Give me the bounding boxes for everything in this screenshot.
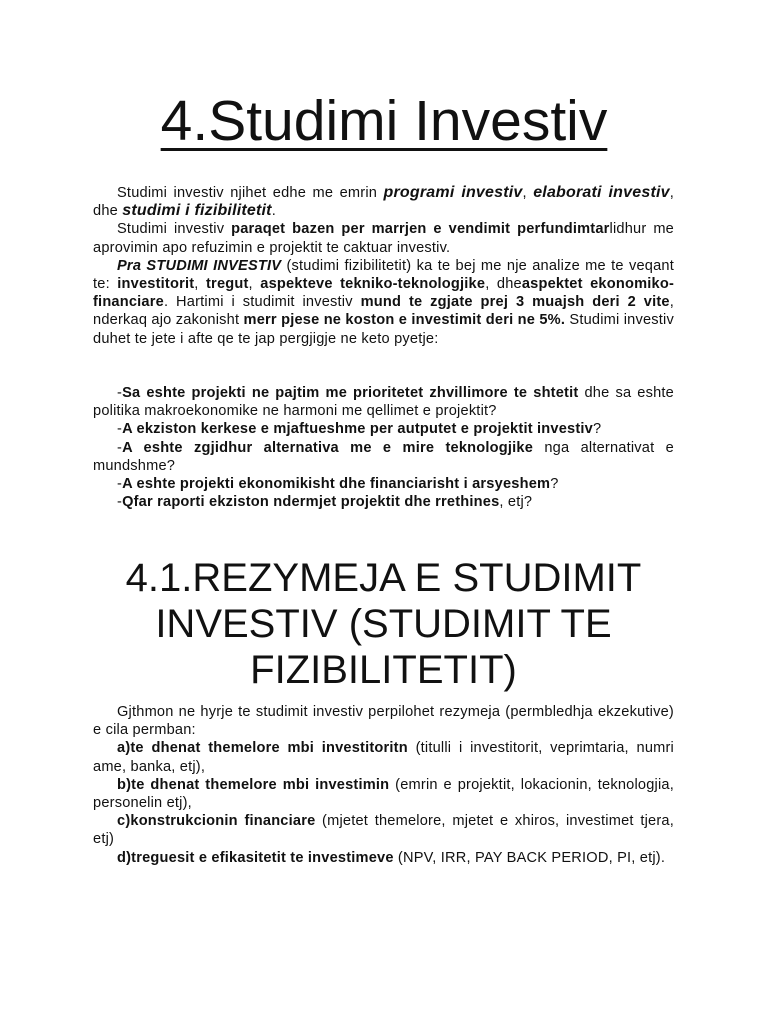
- list-item: -A eshte projekti ekonomikisht dhe financiarisht i arsyeshem?: [117, 476, 559, 493]
- list-item: d)treguesit e efikasitetit te investimeve (NPV, IRR, PAY BACK PERIOD, PI, etj).: [117, 849, 666, 866]
- list-item: c)konstrukcionin financiare (mjetet themelore, mjetet e xhiros, investimet tjera, etj): [93, 813, 674, 848]
- list-item: -A eshte zgjidhur alternativa me e mire teknologjike nga alternativat e mundshme?: [93, 439, 674, 474]
- summary-section: [93, 703, 674, 867]
- page-title: 4.Studimi Investiv: [160, 89, 608, 153]
- questions-list: [93, 384, 674, 511]
- list-item: -A ekziston kerkese e mjaftueshme per autputet e projektit investiv?: [117, 421, 602, 438]
- intro-paragraph-3: Pra STUDIMI INVESTIV (studimi fizibilitetit) ka te bej me nje analize me te veqant te: investitorit, tregut, aspekteve tekniko-teknologjike, dheaspektet ekonomiko-financiare. Hartimi i studimit investiv mund te zgjate prej 3 muajsh deri 2 vite, nderkaq ajo zakonisht merr pjese ne koston e investimit deri ne 5%. Studimi investiv duhet te jete i afte qe te jap pergjigje ne keto pyetje:: [93, 257, 674, 347]
- intro-paragraph-2: Studimi investiv paraqet bazen per marrjen e vendimit perfundimtarlidhur me aprovimin apo refuzimin e projektit te caktuar investiv.: [93, 221, 674, 256]
- intro-section: [93, 184, 674, 348]
- list-item: a)te dhenat themelore mbi investitoritn (titulli i investitorit, veprimtaria, numri ame, banka, etj),: [93, 740, 675, 775]
- list-item: -Sa eshte projekti ne pajtim me prioritetet zhvillimore te shtetit dhe sa eshte politika makroekonomike ne harmoni me qellimet e projektit?: [93, 385, 674, 420]
- summary-intro: Gjthmon ne hyrje te studimit investiv perpilohet rezymeja (permbledhja ekzekutive) e cila permban:: [93, 704, 674, 739]
- list-item: -Qfar raporti ekziston ndermjet projektit dhe rrethines, etj?: [117, 494, 533, 511]
- list-item: b)te dhenat themelore mbi investimin (emrin e projektit, lokacionin, teknologjia, personelin etj),: [93, 776, 674, 812]
- intro-paragraph-1: Studimi investiv njihet edhe me emrin programi investiv, elaborati investiv, dhe studimi i fizibilitetit.: [93, 184, 674, 220]
- section-heading: 4.1.REZYMEJA E STUDIMIT INVESTIV (STUDIMIT TE FIZIBILITETIT): [125, 556, 642, 692]
